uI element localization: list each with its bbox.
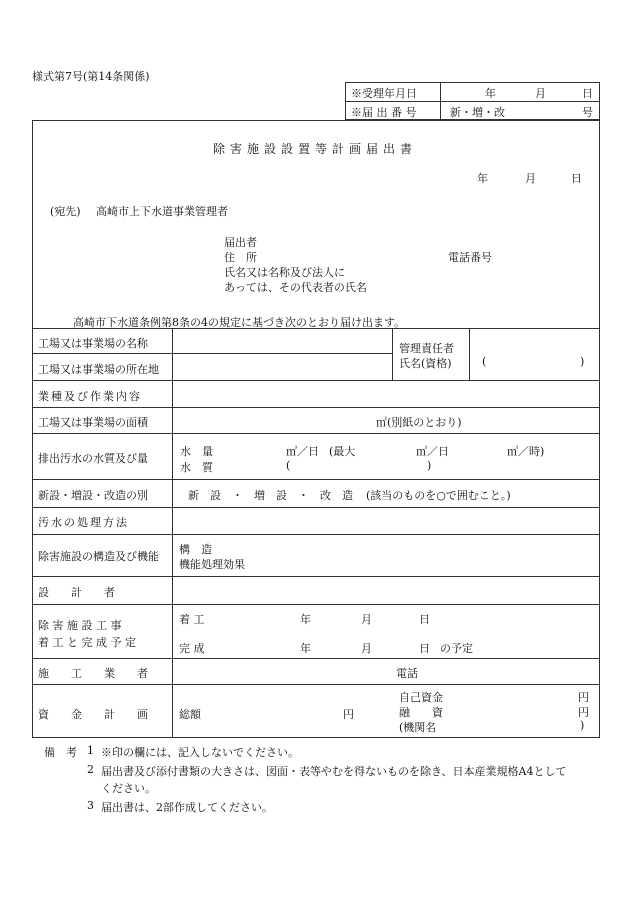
discharge-label: 排出汚水の水質及び量	[38, 452, 148, 465]
structure-label: 除害施設の構造及び機能	[38, 550, 159, 563]
contractor-label: 施 工 業 者	[38, 667, 148, 680]
label-col-divider	[172, 328, 173, 738]
applicant-name-line1: 氏名又は名称及び法人に	[224, 266, 345, 279]
factory-name-label: 工場又は事業場の名称	[38, 337, 148, 350]
business-label: 業種及び作業内容	[38, 390, 142, 403]
manager-value-divider	[469, 328, 470, 380]
receipt-divider	[345, 101, 600, 102]
finish-month: 月	[361, 642, 372, 655]
institution-close: )	[580, 719, 585, 732]
total-label: 総額	[179, 708, 201, 721]
receipt-date-label: ※受理年月日	[351, 87, 417, 100]
row-line	[32, 684, 600, 685]
manager-close: )	[580, 355, 585, 368]
date-month: 月	[525, 172, 536, 185]
date-day: 日	[571, 172, 582, 185]
page-title: 除害施設設置等計画届出書	[213, 142, 418, 156]
contractor-phone: 電話	[396, 667, 418, 680]
designer-label: 設 計 者	[38, 586, 115, 599]
receipt-month: 月	[535, 87, 546, 100]
row-line	[32, 328, 600, 329]
factory-location-label: 工場又は事業場の所在地	[38, 363, 159, 376]
treatment-label: 汚水の処理方法	[38, 516, 129, 529]
institution-label: (機関名	[399, 721, 437, 734]
row-line	[32, 534, 600, 535]
note-2b: ください。	[101, 782, 156, 795]
intro-text: 高崎市下水道条例第8条の4の規定に基づき次のとおり届け出ます。	[73, 316, 406, 329]
receipt-col-divider	[440, 82, 441, 120]
addressee: 高崎市上下水道事業管理者	[96, 205, 228, 218]
total-yen: 円	[343, 708, 354, 721]
row-line	[32, 407, 600, 408]
start-label: 着 工	[179, 613, 205, 626]
applicant-label: 届出者	[224, 236, 257, 249]
construction-type-label: 新設・増設・改造の別	[38, 489, 148, 502]
construction-note: (該当のものを○で囲むこと。)	[366, 489, 511, 502]
quality-open: (	[286, 459, 291, 472]
row-line	[32, 353, 392, 354]
schedule-label-1: 除 害 施 設 工 事	[38, 619, 122, 632]
vol-per-hour: ㎥／時)	[507, 445, 545, 458]
notes-label: 備 考	[44, 746, 77, 759]
form-id: 様式第7号(第14条関係)	[32, 70, 150, 83]
area-value: ㎡(別紙のとおり)	[376, 416, 462, 429]
row-line	[32, 433, 600, 434]
receipt-number-suffix: 号	[582, 106, 593, 119]
note-1: ※印の欄には、記入しないでください。	[101, 746, 299, 759]
receipt-day: 日	[582, 87, 593, 100]
vol-max: (最大	[329, 445, 356, 458]
own-funds-yen: 円	[578, 691, 589, 704]
funding-label: 資 金 計 画	[38, 708, 148, 721]
row-line	[32, 604, 600, 605]
note-1-number: 1	[87, 744, 94, 757]
row-line	[32, 380, 600, 381]
loan-label: 融 資	[399, 706, 443, 719]
start-year: 年	[300, 613, 311, 626]
row-line	[32, 658, 600, 659]
note-3-number: 3	[87, 799, 94, 812]
finish-note: の予定	[440, 642, 473, 655]
note-2a: 届出書及び添付書類の大きさは、図面・表等やむを得ないものを除き、日本産業規格A4として	[101, 765, 567, 778]
manager-open: (	[482, 355, 487, 368]
start-month: 月	[361, 613, 372, 626]
note-3: 届出書は、2部作成してください。	[101, 801, 273, 814]
applicant-address: 住 所	[224, 251, 257, 264]
finish-label: 完 成	[179, 642, 205, 655]
applicant-name-line2: あっては、その代表者の氏名	[224, 281, 367, 294]
applicant-phone: 電話番号	[448, 251, 492, 264]
water-volume-label: 水 量	[180, 445, 213, 458]
manager-col-divider	[392, 328, 393, 380]
receipt-number-label: ※届 出 番 号	[351, 106, 417, 119]
note-2-number: 2	[87, 763, 94, 776]
water-quality-label: 水 質	[180, 461, 213, 474]
date-year: 年	[477, 172, 488, 185]
manager-label-1: 管理責任者	[399, 342, 454, 355]
finish-day: 日	[419, 642, 430, 655]
own-funds-label: 自己資金	[399, 691, 443, 704]
finish-year: 年	[300, 642, 311, 655]
addressee-prefix: (宛先)	[50, 205, 81, 218]
structure-value: 構 造	[179, 543, 212, 556]
row-line	[32, 479, 600, 480]
manager-label-2: 氏名(資格)	[399, 357, 452, 370]
receipt-number-type: 新・増・改	[450, 106, 505, 119]
row-line	[32, 507, 600, 508]
schedule-label-2: 着 工 と 完 成 予 定	[38, 636, 136, 649]
area-label: 工場又は事業場の面積	[38, 416, 148, 429]
receipt-year: 年	[485, 87, 496, 100]
vol-max-per-day: ㎥／日	[416, 445, 449, 458]
construction-options: 新 設 ・ 増 設 ・ 改 造	[188, 489, 353, 502]
function-value: 機能処理効果	[179, 558, 245, 571]
quality-close: )	[427, 459, 432, 472]
row-line	[32, 576, 600, 577]
vol-per-day: ㎥／日	[286, 445, 319, 458]
loan-yen: 円	[578, 706, 589, 719]
start-day: 日	[419, 613, 430, 626]
